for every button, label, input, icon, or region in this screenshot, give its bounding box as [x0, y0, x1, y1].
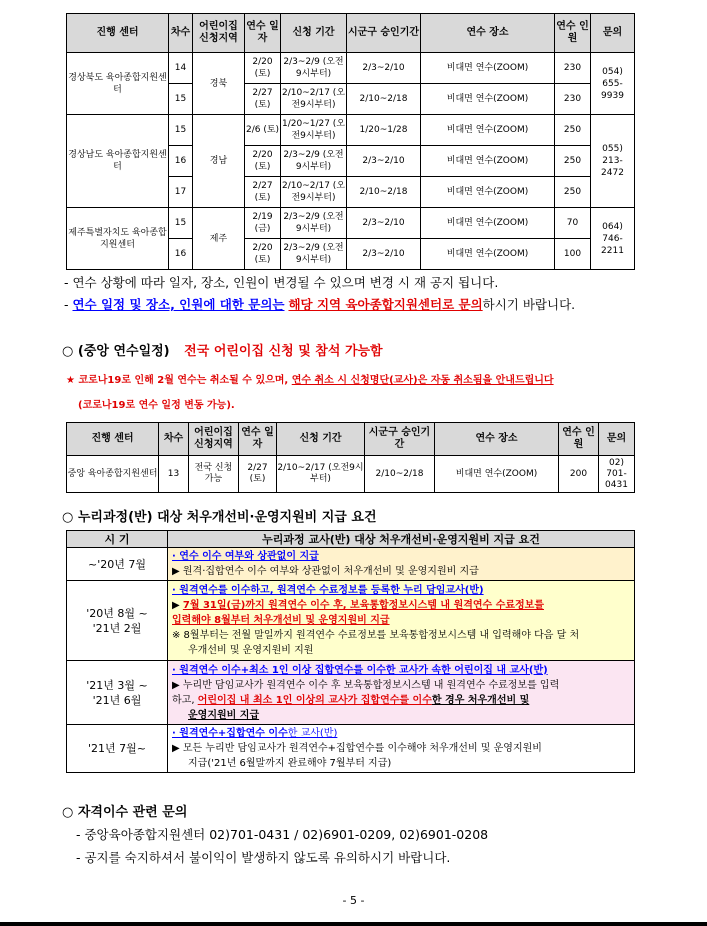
place-cell: 비대면 연수(ZOOM): [421, 53, 555, 84]
date-cell: 2/27 (토): [245, 177, 281, 208]
period-line: '21년 3월 ~: [86, 678, 148, 692]
place-cell: 비대면 연수(ZOOM): [421, 177, 555, 208]
change-notice: - 연수 상황에 따라 일자, 장소, 인원이 변경될 수 있으며 변경 시 재 공지 됩니다.: [64, 275, 499, 290]
count-cell: 100: [555, 239, 591, 270]
qualification-notice: - 공지를 숙지하셔서 불이익이 발생하지 않도록 유의하시기 바랍니다.: [76, 850, 451, 865]
period-line: '21년 6월: [92, 693, 142, 707]
header-cell: 연수 일자: [239, 423, 277, 456]
count-cell: 200: [559, 456, 599, 493]
count-cell: 70: [555, 208, 591, 239]
apply-cell: 2/10~2/17 (오전9시부터): [277, 456, 365, 493]
req-line: ▶ 원격·집합연수 이수 여부와 상관없이 처우개선비 및 운영지원비 지급: [172, 566, 479, 577]
table-header-row: [67, 423, 635, 456]
req-line: · 원격연수를 이수하고, 원격연수 수료정보를 등록한 누리 담임교사(반): [172, 585, 484, 596]
req-line: 지급('21년 6월말까지 완료해야 7월부터 지급): [188, 758, 392, 769]
approve-cell: 2/10~2/18: [347, 177, 421, 208]
count-cell: 250: [555, 177, 591, 208]
table-row: [67, 456, 635, 493]
req-line: 입력해야 8월부터 처우개선비 및 운영지원비 지급: [172, 615, 390, 626]
covid-warning-prefix: ★ 코로나19로 인해 2월 연수는 취소될 수 있으며,: [66, 375, 292, 386]
approve-cell: 2/3~2/10: [347, 53, 421, 84]
header-cell: 연수 일자: [245, 14, 281, 53]
inquiry-tail: 하시기 바랍니다.: [482, 297, 576, 312]
inquiry-notice: [64, 295, 575, 313]
req-line: · 원격연수 이수+최소 1인 이상 집합연수를 이수한 교사가 속한 어린이집 내 교사(반): [172, 664, 548, 676]
central-section-subtitle: 전국 어린이집 신청 및 참석 가능함: [184, 344, 383, 359]
period-cell: ~'20년 7월: [67, 548, 168, 581]
period-cell: '21년 7월~: [67, 725, 168, 773]
table-header-row: [67, 14, 635, 53]
req-line: 운영지원비 지급: [188, 709, 260, 721]
req-text: 하고,: [172, 694, 198, 706]
req-line: [172, 693, 630, 708]
apply-cell: 1/20~1/27 (오전9시부터): [281, 115, 347, 146]
date-cell: 2/20 (토): [245, 239, 281, 270]
region-cell: 전국 신청 가능: [189, 456, 239, 493]
place-cell: 비대면 연수(ZOOM): [421, 146, 555, 177]
header-cell: 차수: [169, 14, 193, 53]
inquiry-dash: -: [64, 297, 73, 312]
apply-cell: 2/3~2/9 (오전9시부터): [281, 146, 347, 177]
apply-cell: 2/10~2/17 (오전9시부터): [281, 84, 347, 115]
date-cell: 2/27 (토): [245, 84, 281, 115]
period-line: '21년 2월: [92, 621, 142, 635]
req-blue-text: · 원격연수+집합연수 이수: [172, 728, 288, 739]
period-line: '20년 8월 ~: [86, 606, 148, 620]
req-line: ▶ 누리반 담임교사가 원격연수 이수 후 보육통합정보시스템 내 원격연수 수료정보를 입력: [172, 679, 560, 691]
page-number: - 5 -: [342, 894, 365, 907]
approve-cell: 2/3~2/10: [347, 146, 421, 177]
qualification-section-title: ○ 자격이수 관련 문의: [62, 805, 188, 820]
nuri-section-title: ○ 누리과정(반) 대상 처우개선비·운영지원비 지급 요건: [62, 510, 377, 525]
header-cell: 문의: [591, 14, 635, 53]
header-cell: 문의: [599, 423, 635, 456]
center-cell: 중앙 육아종합지원센터: [67, 456, 159, 493]
round-cell: 15: [169, 115, 193, 146]
approve-cell: 2/10~2/18: [365, 456, 435, 493]
count-cell: 250: [555, 115, 591, 146]
round-cell: 16: [169, 146, 193, 177]
req-blue-tail: 한 교사(반): [287, 728, 338, 739]
apply-cell: 2/3~2/9 (오전9시부터): [281, 208, 347, 239]
table-row: [67, 725, 635, 773]
approve-cell: 1/20~1/28: [347, 115, 421, 146]
round-cell: 17: [169, 177, 193, 208]
qualification-contact: - 중앙육아종합지원센터 02)701-0431 / 02)6901-0209, 02)6901-0208: [76, 827, 489, 842]
center-cell: 경상북도 육아종합지원센터: [67, 53, 169, 115]
covid-warning: [66, 371, 554, 386]
count-cell: 230: [555, 53, 591, 84]
table-row: [67, 581, 635, 661]
center-cell: 제주특별자치도 육아종합지원센터: [67, 208, 169, 270]
req-bold-text: 한 경우 처우개선비 및: [431, 694, 530, 706]
date-cell: 2/20 (토): [245, 146, 281, 177]
apply-cell: 2/10~2/17 (오전9시부터): [281, 177, 347, 208]
req-line: · 연수 이수 여부와 상관없이 지급: [172, 551, 319, 562]
header-cell: 누리과정 교사(반) 대상 처우개선비·운영지원비 지급 요건: [168, 531, 635, 548]
req-line: [172, 726, 630, 741]
header-cell: 연수 장소: [421, 14, 555, 53]
header-cell: 시군구 승인기간: [347, 14, 421, 53]
requirement-cell: [168, 581, 635, 661]
header-cell: 신청 기간: [277, 423, 365, 456]
count-cell: 250: [555, 146, 591, 177]
round-cell: 16: [169, 239, 193, 270]
central-training-table: [66, 422, 635, 493]
header-cell: 연수 인원: [555, 14, 591, 53]
req-line: [172, 598, 630, 613]
header-cell: 차수: [159, 423, 189, 456]
period-cell: [67, 661, 168, 725]
approve-cell: 2/10~2/18: [347, 84, 421, 115]
apply-cell: 2/3~2/9 (오전9시부터): [281, 239, 347, 270]
apply-cell: 2/3~2/9 (오전9시부터): [281, 53, 347, 84]
header-cell: 신청 기간: [281, 14, 347, 53]
req-line: 우개선비 및 운영지원비 지원: [188, 645, 314, 656]
date-cell: 2/6 (토): [245, 115, 281, 146]
approve-cell: 2/3~2/10: [347, 208, 421, 239]
round-cell: 13: [159, 456, 189, 493]
req-red-text: 어린이집 내 최소 1인 이상의 교사가 집합연수를 이수: [197, 694, 432, 706]
place-cell: 비대면 연수(ZOOM): [421, 208, 555, 239]
place-cell: 비대면 연수(ZOOM): [421, 239, 555, 270]
table-row: [67, 661, 635, 725]
date-cell: 2/20 (토): [245, 53, 281, 84]
place-cell: 비대면 연수(ZOOM): [435, 456, 559, 493]
contact-cell: 064) 746-2211: [591, 208, 635, 270]
table-row: [67, 53, 635, 84]
contact-cell: 02) 701- 0431: [599, 456, 635, 493]
date-cell: 2/27 (토): [239, 456, 277, 493]
round-cell: 14: [169, 53, 193, 84]
table-row: [67, 115, 635, 146]
covid-warning-underlined: 연수 취소 시 신청명단(교사)은 자동 취소됨을 안내드립니다: [291, 375, 554, 386]
inquiry-red-text: 해당 지역 육아종합지원센터로 문의: [288, 297, 483, 312]
header-cell: 진행 센터: [67, 423, 159, 456]
header-cell: 어린이집 신청지역: [189, 423, 239, 456]
table-row: [67, 548, 635, 581]
contact-cell: 055) 213-2472: [591, 115, 635, 208]
header-cell: 연수 인원: [559, 423, 599, 456]
central-section-title: ○ (중앙 연수일정): [62, 344, 170, 359]
round-cell: 15: [169, 84, 193, 115]
central-section-heading: [62, 340, 383, 359]
period-cell: [67, 581, 168, 661]
round-cell: 15: [169, 208, 193, 239]
covid-warning-2: (코로나19로 연수 일정 변동 가능).: [78, 400, 235, 411]
region-cell: 경남: [193, 115, 245, 208]
table-header-row: [67, 531, 635, 548]
header-cell: 연수 장소: [435, 423, 559, 456]
header-cell: 시 기: [67, 531, 168, 548]
req-line: ▶ 모든 누리반 담임교사가 원격연수+집합연수를 이수해야 처우개선비 및 운영지원비: [172, 743, 542, 754]
place-cell: 비대면 연수(ZOOM): [421, 115, 555, 146]
header-cell: 어린이집 신청지역: [193, 14, 245, 53]
region-cell: 경북: [193, 53, 245, 115]
req-red-text: 7월 31일(금)까지 원격연수 이수 후, 보육통합정보시스템 내 원격연수 수료정보를: [182, 600, 544, 611]
requirement-cell: [168, 725, 635, 773]
date-cell: 2/19 (금): [245, 208, 281, 239]
count-cell: 230: [555, 84, 591, 115]
center-cell: 경상남도 육아종합지원센터: [67, 115, 169, 208]
region-cell: 제주: [193, 208, 245, 270]
arrow-mark: ▶: [172, 600, 183, 611]
req-line: ※ 8월부터는 전월 말일까지 원격연수 수료정보를 보육통합정보시스템 내 입력해야 다음 달 처: [172, 630, 580, 641]
header-cell: 시군구 승인기간: [365, 423, 435, 456]
table-row: [67, 208, 635, 239]
header-cell: 진행 센터: [67, 14, 169, 53]
requirement-cell: [168, 548, 635, 581]
approve-cell: 2/3~2/10: [347, 239, 421, 270]
nuri-requirements-table: [66, 530, 635, 773]
inquiry-blue-text: 연수 일정 및 장소, 인원에 대한 문의는: [72, 297, 285, 312]
requirement-cell: [168, 661, 635, 725]
contact-cell: 054) 655-9939: [591, 53, 635, 115]
place-cell: 비대면 연수(ZOOM): [421, 84, 555, 115]
regional-training-table: [66, 13, 635, 270]
footer-rule: [0, 922, 707, 926]
